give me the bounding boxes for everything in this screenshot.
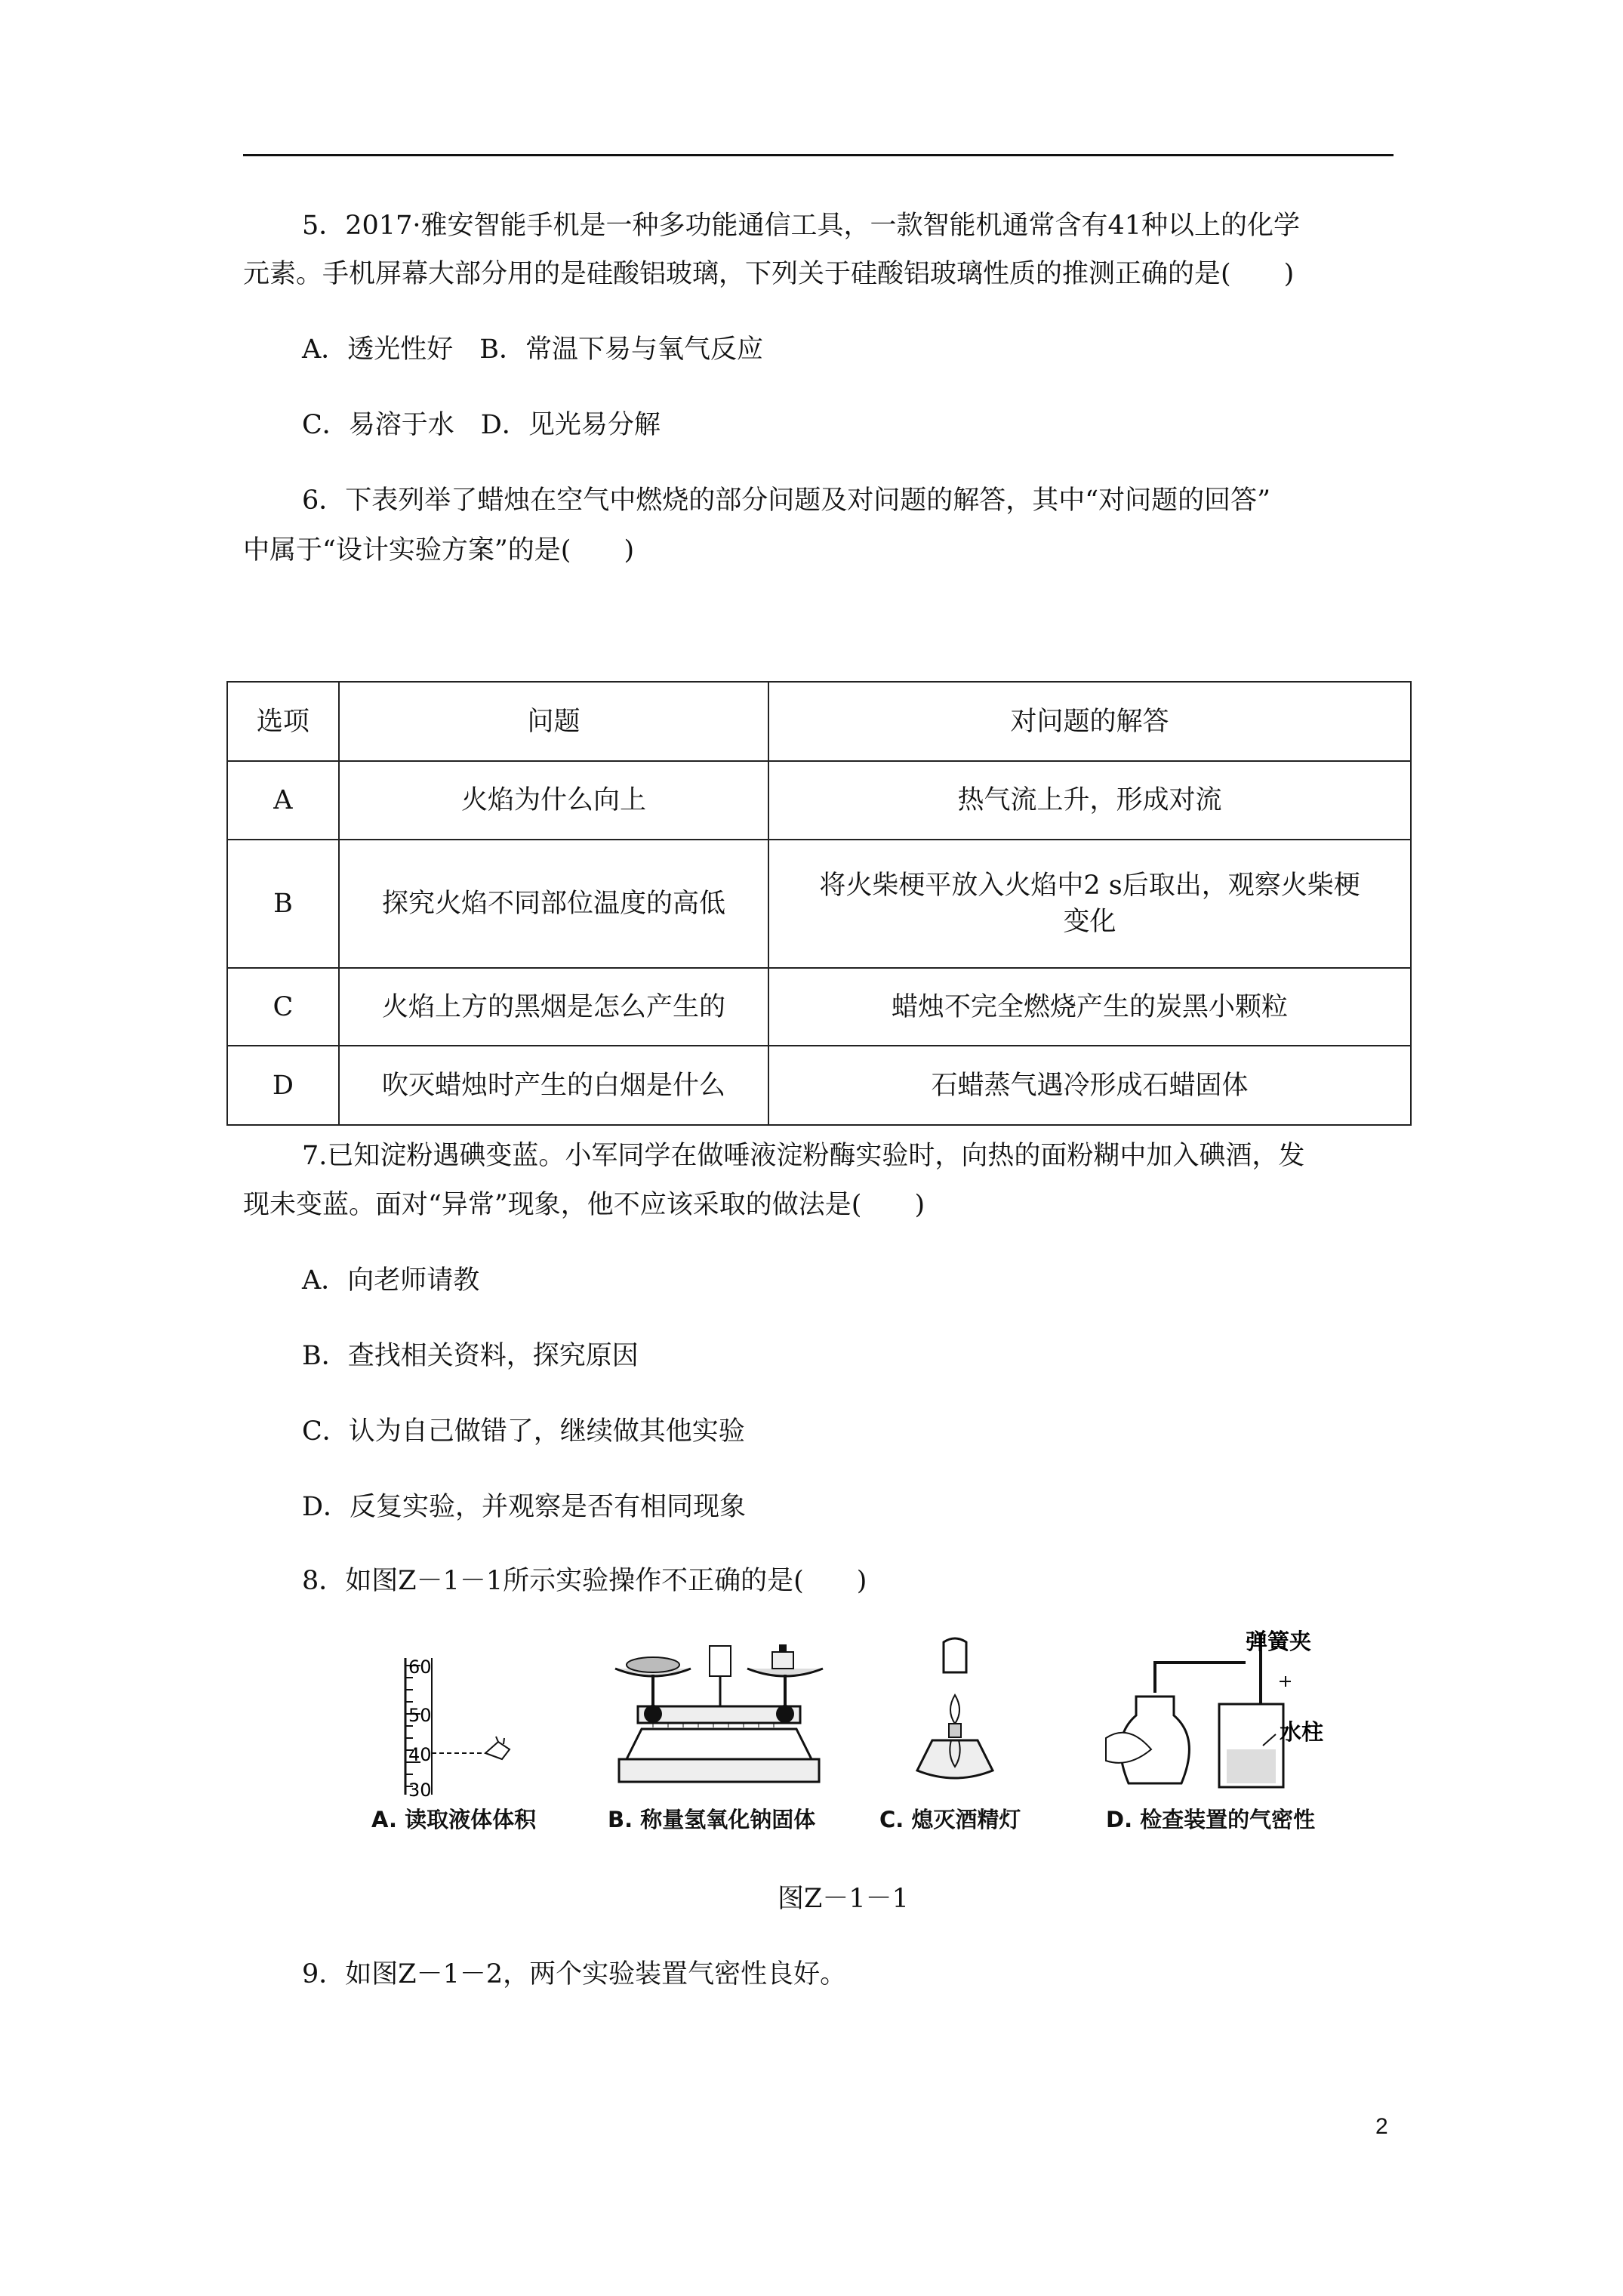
row-question: 探究火焰不同部位温度的高低 bbox=[339, 840, 768, 968]
scale-tick-label: 50 bbox=[408, 1705, 432, 1726]
q5-options-ab: A．透光性好 B．常温下易与氧气反应 bbox=[302, 334, 763, 365]
row-option: A bbox=[227, 761, 339, 840]
figure-d-label: D. 检查装置的气密性 bbox=[1106, 1807, 1316, 1832]
table-row bbox=[227, 761, 1411, 840]
q6-line2: 中属于“设计实验方案”的是( ) bbox=[243, 535, 635, 566]
water-column-label: 水柱 bbox=[1280, 1719, 1324, 1745]
figure-a-label: A. 读取液体体积 bbox=[371, 1807, 537, 1832]
row-option: C bbox=[227, 968, 339, 1046]
figure-c-label: C. 熄灭酒精灯 bbox=[879, 1807, 1021, 1832]
q9-stem: 9．如图Z－1－2，两个实验装置气密性良好。 bbox=[302, 1959, 847, 1989]
q5-line2: 元素。手机屏幕大部分用的是硅酸铝玻璃，下列关于硅酸铝玻璃性质的推测正确的是( ) bbox=[243, 259, 1295, 289]
row-question: 火焰上方的黑烟是怎么产生的 bbox=[339, 968, 768, 1046]
scale-tick-label: 40 bbox=[408, 1744, 432, 1765]
row-answer bbox=[768, 840, 1411, 968]
table-header-row bbox=[227, 682, 1411, 761]
figure-c-alcohol-lamp bbox=[910, 1635, 1000, 1797]
q7-option-b: B．查找相关资料，探究原因 bbox=[302, 1341, 639, 1371]
q6-line1: 6．下表列举了蜡烛在空气中燃烧的部分问题及对问题的解答，其中“对问题的回答” bbox=[302, 485, 1271, 516]
figure-d-airtightness bbox=[1098, 1625, 1340, 1798]
row-question: 火焰为什么向上 bbox=[339, 761, 768, 840]
figure-caption: 图Z－1－1 bbox=[778, 1884, 909, 1914]
q7-option-c: C．认为自己做错了，继续做其他实验 bbox=[302, 1416, 745, 1447]
table-row bbox=[227, 1046, 1411, 1125]
q7-line2: 现未变蓝。面对“异常”现象，他不应该采取的做法是( ) bbox=[243, 1190, 925, 1220]
q6-table bbox=[226, 681, 1412, 1126]
row-answer: 蜡烛不完全燃烧产生的炭黑小颗粒 bbox=[768, 968, 1411, 1046]
q7-option-a: A．向老师请教 bbox=[302, 1265, 480, 1296]
row-option: B bbox=[227, 840, 339, 968]
header-answer: 对问题的解答 bbox=[768, 682, 1411, 761]
row-option: D bbox=[227, 1046, 339, 1125]
scale-tick-label: 60 bbox=[408, 1657, 432, 1678]
flame-icon bbox=[950, 1695, 959, 1724]
page-number: 2 bbox=[1375, 2114, 1388, 2139]
table-row bbox=[227, 840, 1411, 968]
figure-b-label: B. 称量氢氧化钠固体 bbox=[608, 1807, 816, 1832]
spring-clip-icon bbox=[1280, 1676, 1291, 1687]
spring-clip-label: 弹簧夹 bbox=[1246, 1629, 1312, 1654]
header-option: 选项 bbox=[227, 682, 339, 761]
eye-icon bbox=[485, 1742, 510, 1759]
q8-stem: 8．如图Z－1－1所示实验操作不正确的是( ) bbox=[302, 1566, 867, 1596]
row-question: 吹灭蜡烛时产生的白烟是什么 bbox=[339, 1046, 768, 1125]
row-answer-line2: 变化 bbox=[1063, 907, 1116, 937]
row-answer: 石蜡蒸气遇冷形成石蜡固体 bbox=[768, 1046, 1411, 1125]
row-answer-line1: 将火柴梗平放入火焰中2 s后取出，观察火柴梗 bbox=[819, 871, 1360, 901]
figure-a-cylinder bbox=[396, 1647, 528, 1798]
q7-line1: 7.已知淀粉遇碘变蓝。小军同学在做唾液淀粉酶实验时，向热的面粉糊中加入碘酒，发 bbox=[302, 1141, 1305, 1171]
q5-line1: 5．2017·雅安智能手机是一种多功能通信工具，一款智能机通常含有41种以上的化学 bbox=[302, 211, 1301, 241]
lamp-cap-icon bbox=[944, 1638, 966, 1672]
header-rule bbox=[243, 154, 1394, 156]
table-row bbox=[227, 968, 1411, 1046]
row-answer: 热气流上升，形成对流 bbox=[768, 761, 1411, 840]
q7-option-d: D．反复实验，并观察是否有相同现象 bbox=[302, 1492, 747, 1522]
scale-tick-label: 30 bbox=[408, 1780, 432, 1798]
q5-options-cd: C．易溶于水 D．见光易分解 bbox=[302, 410, 661, 440]
figure-b-balance bbox=[608, 1638, 827, 1797]
header-question: 问题 bbox=[339, 682, 768, 761]
